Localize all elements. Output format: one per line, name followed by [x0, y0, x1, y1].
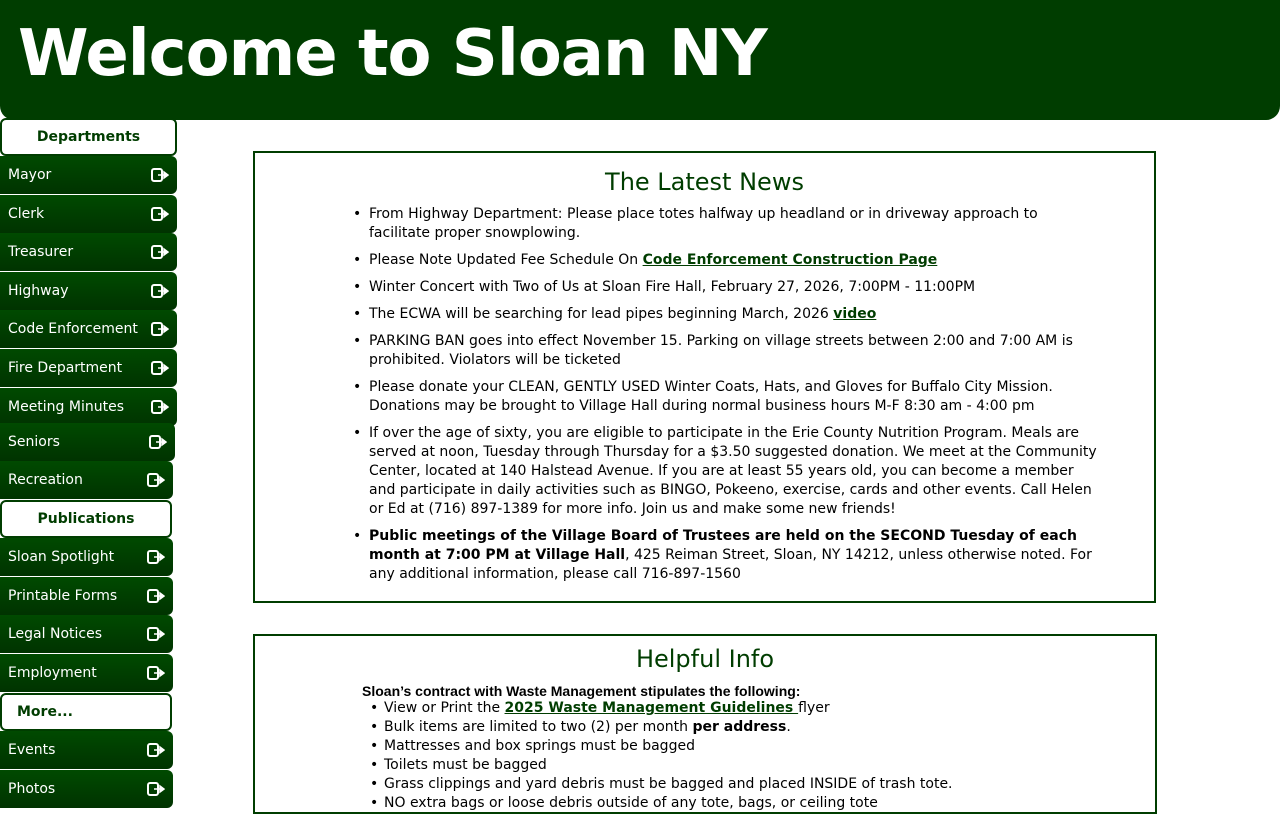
sign-out-icon — [151, 320, 169, 338]
waste-guidelines-link[interactable]: 2025 Waste Management Guidelines — [504, 700, 799, 716]
info-item-text: Bulk items are limited to two (2) per month — [384, 719, 693, 735]
info-item — [384, 756, 1084, 775]
sign-out-icon — [149, 433, 167, 451]
sign-out-icon — [151, 166, 169, 184]
news-item-text: The ECWA will be searching for lead pipes beginning March, 2026 — [369, 306, 834, 322]
sign-out-icon — [151, 205, 169, 223]
sidebar-item-label: Meeting Minutes — [8, 399, 125, 415]
info-item-text: . — [786, 719, 791, 735]
sign-out-icon — [147, 548, 165, 566]
sign-out-icon — [147, 664, 165, 682]
sidebar-item-label: Events — [8, 742, 56, 758]
news-heading: The Latest News — [605, 168, 804, 196]
sidebar-item-meeting-minutes[interactable] — [0, 388, 177, 426]
sidebar-item-fire-department[interactable] — [0, 349, 177, 387]
news-item-text: From Highway Department: Please place totes halfway up headland or in driveway approach to facilitate proper snowplowing. — [369, 206, 1038, 241]
sidebar-item-printable-forms[interactable] — [0, 577, 173, 615]
info-item-text: Grass clippings and yard debris must be bagged and placed INSIDE of trash tote. — [384, 776, 953, 792]
sidebar-item-label: Treasurer — [8, 244, 74, 260]
sign-out-icon — [147, 780, 165, 798]
sidebar-item-label: Printable Forms — [8, 588, 118, 604]
sidebar-item-label: Photos — [8, 781, 56, 797]
sidebar-item-legal-notices[interactable] — [0, 615, 173, 653]
info-item-bold: per address — [692, 719, 787, 735]
sidebar-item-label: Sloan Spotlight — [8, 549, 115, 565]
departments-heading: Departments — [0, 118, 177, 156]
sign-out-icon — [151, 282, 169, 300]
page-title: Welcome to Sloan NY — [18, 17, 767, 91]
info-panel — [253, 634, 1157, 814]
info-item-text: View or Print the — [384, 700, 505, 716]
info-item — [384, 737, 1084, 756]
news-item-bold: Public meetings of the Village Board of Trustees are held on the SECOND Tuesday of each month at 7:00 PM at Village Hall — [369, 528, 1077, 563]
news-item — [369, 424, 1097, 519]
news-item-text: If over the age of sixty, you are eligible to participate in the Erie County Nutrition Program. Meals are served at noon, Tuesday through Thursday for a $3.50 suggested donation. We meet at the Community Center, located at 140 Halstead Avenue. If you are at least 55 years old, you can become a member and participate in daily activities such as BINGO, Pokeeno, exercise, cards and other events. Call Helen or Ed at (716) 897-1389 for more info. Join us and make some new friends! — [369, 425, 1097, 517]
publications-heading: Publications — [0, 500, 172, 538]
sidebar-item-clerk[interactable] — [0, 195, 177, 233]
news-panel — [253, 151, 1156, 603]
info-item-text: flyer — [798, 700, 830, 716]
sidebar-item-label: Seniors — [8, 434, 60, 450]
sidebar-item-mayor[interactable] — [0, 156, 177, 194]
info-item — [384, 718, 1084, 737]
news-item — [369, 278, 1097, 297]
news-item — [369, 305, 1097, 324]
code-enforcement-link[interactable]: Code Enforcement Construction Page — [642, 252, 938, 268]
news-item — [369, 205, 1097, 243]
info-item-text: Mattresses and box springs must be bagged — [384, 738, 695, 754]
sidebar-item-label: Fire Department — [8, 360, 123, 376]
sidebar-item-label: Mayor — [8, 167, 52, 183]
video-link[interactable]: video — [833, 306, 877, 322]
news-item — [369, 251, 1097, 270]
sidebar-item-employment[interactable] — [0, 654, 173, 692]
info-item-text: Toilets must be bagged — [384, 757, 547, 773]
info-list — [384, 699, 1084, 813]
news-item-text: PARKING BAN goes into effect November 15. Parking on village streets between 2:00 and 7:00 AM is prohibited. Violators will be ticketed — [369, 333, 1073, 368]
info-item — [384, 699, 1084, 718]
news-item — [369, 332, 1097, 370]
sign-out-icon — [147, 741, 165, 759]
news-item — [369, 527, 1097, 584]
info-item — [384, 775, 1084, 794]
news-item-text: , 425 Reiman Street, Sloan, NY 14212, unless otherwise noted. For any additional information, please call 716-897-1560 — [369, 547, 1092, 582]
sidebar-item-label: Employment — [8, 665, 97, 681]
info-item-text: NO extra bags or loose debris outside of any tote, bags, or ceiling tote — [384, 795, 878, 811]
news-item-text: Please donate your CLEAN, GENTLY USED Winter Coats, Hats, and Gloves for Buffalo City Mission. Donations may be brought to Village Hall during normal business hours M-F 8:30 am - 4:00 pm — [369, 379, 1053, 414]
sidebar-item-label: Legal Notices — [8, 626, 102, 642]
sign-out-icon — [151, 359, 169, 377]
news-item — [369, 378, 1097, 416]
sign-out-icon — [147, 587, 165, 605]
sidebar-item-code-enforcement[interactable] — [0, 310, 177, 348]
sidebar-item-label: Highway — [8, 283, 69, 299]
sidebar-item-label: Code Enforcement — [8, 321, 138, 337]
info-heading: Helpful Info — [635, 645, 775, 673]
sidebar-item-highway[interactable] — [0, 272, 177, 310]
news-list — [369, 205, 1097, 592]
sidebar-item-label: Recreation — [8, 472, 83, 488]
sign-out-icon — [151, 398, 169, 416]
more-heading: More... — [0, 693, 172, 731]
sign-out-icon — [147, 625, 165, 643]
sidebar-item-label: Clerk — [8, 206, 45, 222]
info-item — [384, 794, 1084, 813]
sidebar-item-sloan-spotlight[interactable] — [0, 538, 173, 576]
sidebar-item-treasurer[interactable] — [0, 233, 177, 271]
site-header — [0, 0, 1280, 120]
sign-out-icon — [147, 471, 165, 489]
news-item-text: Please Note Updated Fee Schedule On — [369, 252, 643, 268]
sidebar-item-seniors[interactable] — [0, 423, 175, 461]
sidebar-item-photos[interactable] — [0, 770, 173, 808]
news-item-text: Winter Concert with Two of Us at Sloan Fire Hall, February 27, 2026, 7:00PM - 11:00PM — [369, 279, 976, 295]
info-lead: Sloan’s contract with Waste Management stipulates the following: — [362, 683, 801, 699]
sidebar-item-recreation[interactable] — [0, 461, 173, 499]
sign-out-icon — [151, 243, 169, 261]
sidebar-item-events[interactable] — [0, 731, 173, 769]
